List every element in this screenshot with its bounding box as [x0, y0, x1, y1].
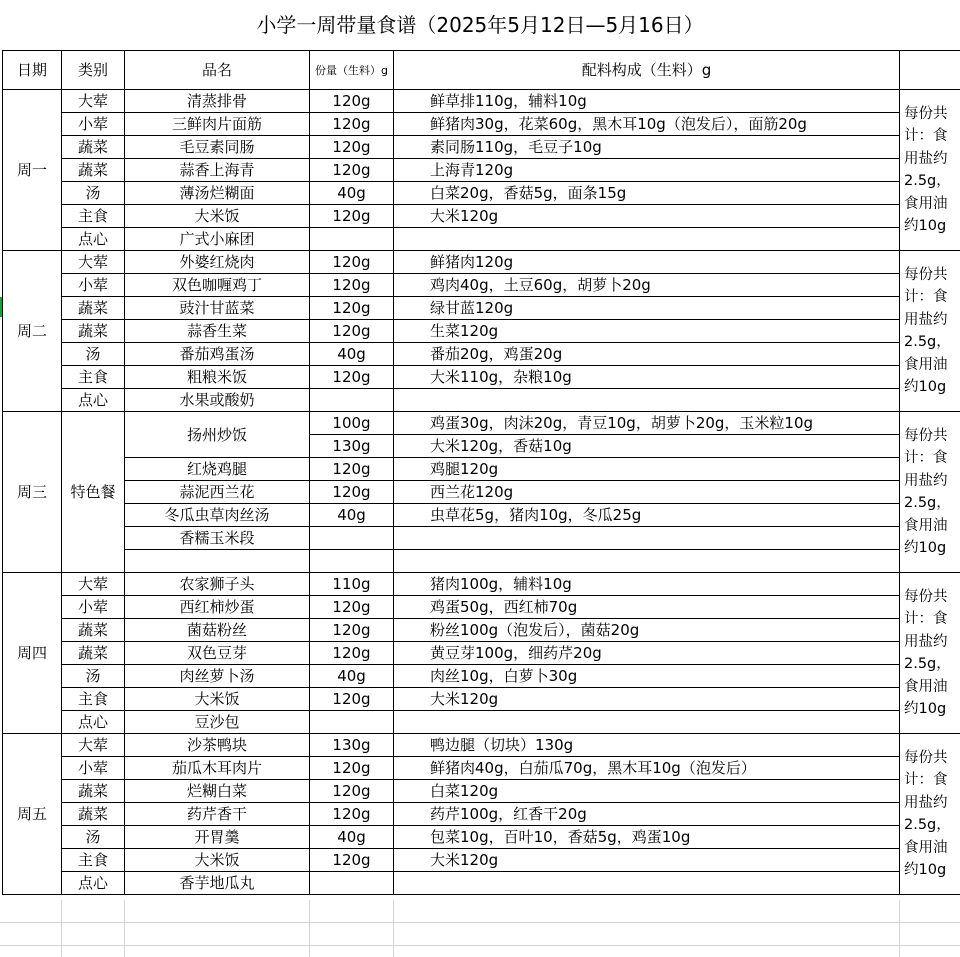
dish-cell: 扬州炒饭: [125, 412, 310, 458]
table-row: [3, 872, 960, 895]
dish-cell: 清蒸排骨: [125, 90, 310, 113]
ingredients-cell: 鸡蛋30g，肉沫20g，青豆10g，胡萝卜20g，玉米粒10g: [394, 412, 900, 435]
category-cell: 汤: [62, 182, 125, 205]
header-dish: 品名: [125, 51, 310, 90]
category-cell: 主食: [62, 849, 125, 872]
ingredients-cell: 鲜猪肉40g，白茄瓜70g，黑木耳10g（泡发后）: [394, 757, 900, 780]
ingredients-cell: 鲜猪肉30g，花菜60g，黑木耳10g（泡发后），面筋20g: [394, 113, 900, 136]
dish-cell: 豉汁甘蓝菜: [125, 297, 310, 320]
dish-cell: 薄汤烂糊面: [125, 182, 310, 205]
serving-cell: 100g: [310, 412, 394, 435]
table-row: [3, 274, 960, 297]
note-cell: 每份共计：食用盐约2.5g，食用油约10g: [900, 90, 960, 251]
table-row: [3, 136, 960, 159]
dish-cell: 大米饭: [125, 205, 310, 228]
header-day: 日期: [3, 51, 62, 90]
serving-cell: [310, 711, 394, 734]
table-row: [3, 780, 960, 803]
serving-cell: 120g: [310, 251, 394, 274]
category-cell: 点心: [62, 228, 125, 251]
dish-cell: 外婆红烧肉: [125, 251, 310, 274]
table-row: [3, 688, 960, 711]
ingredients-cell: 包菜10g，百叶10，香菇5g，鸡蛋10g: [394, 826, 900, 849]
category-cell: 小荤: [62, 274, 125, 297]
ingredients-cell: 大米120g: [394, 688, 900, 711]
ingredients-cell: [394, 389, 900, 412]
ingredients-cell: 鸭边腿（切块）130g: [394, 734, 900, 757]
category-cell: 点心: [62, 389, 125, 412]
note-cell: 每份共计：食用盐约2.5g，食用油约10g: [900, 573, 960, 734]
dish-cell: 蒜香上海青: [125, 159, 310, 182]
serving-cell: 120g: [310, 274, 394, 297]
ingredients-cell: 上海青120g: [394, 159, 900, 182]
ingredients-cell: 药芹100g，红香干20g: [394, 803, 900, 826]
day-cell: 周四: [3, 573, 62, 734]
category-cell: 主食: [62, 366, 125, 389]
table-row: [3, 481, 960, 504]
category-cell: 大荤: [62, 251, 125, 274]
category-cell: 大荤: [62, 90, 125, 113]
category-cell: 点心: [62, 711, 125, 734]
table-row: [3, 366, 960, 389]
serving-cell: [310, 228, 394, 251]
table-row: [3, 113, 960, 136]
category-cell: 蔬菜: [62, 642, 125, 665]
serving-cell: 120g: [310, 642, 394, 665]
serving-cell: 120g: [310, 90, 394, 113]
note-cell: 每份共计：食用盐约2.5g，食用油约10g: [900, 734, 960, 895]
serving-cell: 120g: [310, 297, 394, 320]
serving-cell: 120g: [310, 481, 394, 504]
ingredients-cell: 鸡肉40g，土豆60g，胡萝卜20g: [394, 274, 900, 297]
dish-cell: 豆沙包: [125, 711, 310, 734]
ingredients-cell: 素同肠110g，毛豆子10g: [394, 136, 900, 159]
category-cell: 蔬菜: [62, 159, 125, 182]
ingredients-cell-blank: [394, 550, 900, 573]
ingredients-cell: 大米120g，香菇10g: [394, 435, 900, 458]
dish-cell: 药芹香干: [125, 803, 310, 826]
dish-cell: 沙茶鸭块: [125, 734, 310, 757]
day-cell: 周三: [3, 412, 62, 573]
table-row: [3, 826, 960, 849]
header-serving: 份量（生料）g: [310, 51, 394, 90]
dish-cell: 番茄鸡蛋汤: [125, 343, 310, 366]
dish-cell: 蒜泥西兰花: [125, 481, 310, 504]
day-cell: 周五: [3, 734, 62, 895]
table-row: [3, 297, 960, 320]
dish-cell: 西红柿炒蛋: [125, 596, 310, 619]
table-row: [3, 734, 960, 757]
ingredients-cell: 鸡腿120g: [394, 458, 900, 481]
day-cell: 周一: [3, 90, 62, 251]
serving-cell: 110g: [310, 573, 394, 596]
category-cell: 大荤: [62, 573, 125, 596]
category-cell: 小荤: [62, 113, 125, 136]
serving-cell: 120g: [310, 205, 394, 228]
ingredients-cell: 猪肉100g，辅料10g: [394, 573, 900, 596]
dish-cell: 菌菇粉丝: [125, 619, 310, 642]
serving-cell: 130g: [310, 734, 394, 757]
ingredients-cell: 绿甘蓝120g: [394, 297, 900, 320]
ingredients-cell: [394, 872, 900, 895]
serving-cell: 130g: [310, 435, 394, 458]
serving-cell: 120g: [310, 366, 394, 389]
ingredients-cell: 白菜20g，香菇5g，面条15g: [394, 182, 900, 205]
table-row: [3, 642, 960, 665]
dish-cell: 开胃羹: [125, 826, 310, 849]
table-row: [3, 573, 960, 596]
table-row: [3, 665, 960, 688]
page-title: 小学一周带量食谱（2025年5月12日—5月16日）: [256, 13, 704, 37]
table-row: [3, 711, 960, 734]
ingredients-cell: [394, 711, 900, 734]
table-row: [3, 320, 960, 343]
table-row: [3, 504, 960, 527]
serving-cell: 120g: [310, 159, 394, 182]
serving-cell: 120g: [310, 803, 394, 826]
ingredients-cell: 鲜猪肉120g: [394, 251, 900, 274]
dish-cell: 农家狮子头: [125, 573, 310, 596]
serving-cell: 120g: [310, 136, 394, 159]
serving-cell: [310, 527, 394, 550]
dish-cell: 双色咖喱鸡丁: [125, 274, 310, 297]
table-row: [3, 849, 960, 872]
serving-cell: 40g: [310, 504, 394, 527]
ingredients-cell: 粉丝100g（泡发后），菌菇20g: [394, 619, 900, 642]
category-cell: 点心: [62, 872, 125, 895]
table-row: [3, 389, 960, 412]
ingredients-cell: 白菜120g: [394, 780, 900, 803]
dish-cell: 粗粮米饭: [125, 366, 310, 389]
ingredients-cell: 大米120g: [394, 205, 900, 228]
table-row: [3, 251, 960, 274]
note-cell: 每份共计：食用盐约2.5g，食用油约10g: [900, 412, 960, 573]
table-row: [3, 757, 960, 780]
ingredients-cell: 西兰花120g: [394, 481, 900, 504]
serving-cell: 120g: [310, 849, 394, 872]
table-row: [3, 458, 960, 481]
dish-cell: 茄瓜木耳肉片: [125, 757, 310, 780]
ingredients-cell: 鸡蛋50g，西红柿70g: [394, 596, 900, 619]
table-row: [3, 90, 960, 113]
header-category: 类别: [62, 51, 125, 90]
note-cell: 每份共计：食用盐约2.5g，食用油约10g: [900, 251, 960, 412]
dish-cell: 毛豆素同肠: [125, 136, 310, 159]
serving-cell: 40g: [310, 665, 394, 688]
ingredients-cell: 番茄20g，鸡蛋20g: [394, 343, 900, 366]
serving-cell: 120g: [310, 688, 394, 711]
dish-cell: 红烧鸡腿: [125, 458, 310, 481]
category-cell: 蔬菜: [62, 136, 125, 159]
dish-cell: 蒜香生菜: [125, 320, 310, 343]
table-row: [3, 159, 960, 182]
serving-cell: [310, 389, 394, 412]
selection-edge-marker: [0, 297, 2, 317]
table-row: [3, 412, 960, 435]
category-cell: 大荤: [62, 734, 125, 757]
dish-cell: 大米饭: [125, 849, 310, 872]
serving-cell: 120g: [310, 757, 394, 780]
dish-cell: 冬瓜虫草肉丝汤: [125, 504, 310, 527]
table-row: [3, 527, 960, 550]
table-row: [3, 596, 960, 619]
category-cell: 蔬菜: [62, 619, 125, 642]
dish-cell-blank: [125, 550, 310, 573]
spreadsheet-empty-grid: [0, 900, 960, 957]
category-cell: 蔬菜: [62, 320, 125, 343]
header-note-blank: [900, 51, 960, 90]
serving-cell: 40g: [310, 182, 394, 205]
category-cell: 蔬菜: [62, 780, 125, 803]
category-cell: 蔬菜: [62, 297, 125, 320]
ingredients-cell: 虫草花5g，猪肉10g，冬瓜25g: [394, 504, 900, 527]
dish-cell: 烂糊白菜: [125, 780, 310, 803]
dish-cell: 香芋地瓜丸: [125, 872, 310, 895]
category-cell: 小荤: [62, 596, 125, 619]
serving-cell: 40g: [310, 343, 394, 366]
category-cell: 特色餐: [62, 412, 125, 573]
category-cell: 汤: [62, 826, 125, 849]
category-cell: 汤: [62, 665, 125, 688]
serving-cell: 120g: [310, 619, 394, 642]
table-row-blank: [3, 550, 960, 573]
table-row: [3, 205, 960, 228]
ingredients-cell: [394, 228, 900, 251]
table-row: [3, 803, 960, 826]
table-row: [3, 182, 960, 205]
serving-cell: [310, 872, 394, 895]
category-cell: 主食: [62, 688, 125, 711]
ingredients-cell: 大米110g，杂粮10g: [394, 366, 900, 389]
category-cell: 汤: [62, 343, 125, 366]
dish-cell: 香糯玉米段: [125, 527, 310, 550]
dish-cell: 三鲜肉片面筋: [125, 113, 310, 136]
category-cell: 蔬菜: [62, 803, 125, 826]
ingredients-cell: 肉丝10g，白萝卜30g: [394, 665, 900, 688]
table-row: [3, 619, 960, 642]
ingredients-cell: 大米120g: [394, 849, 900, 872]
menu-table: [2, 50, 960, 895]
category-cell: 小荤: [62, 757, 125, 780]
header-row: [3, 51, 960, 90]
ingredients-cell: 生菜120g: [394, 320, 900, 343]
serving-cell: 40g: [310, 826, 394, 849]
dish-cell: 广式小麻团: [125, 228, 310, 251]
category-cell: 主食: [62, 205, 125, 228]
serving-cell: 120g: [310, 780, 394, 803]
dish-cell: 双色豆芽: [125, 642, 310, 665]
ingredients-cell: 黄豆芽100g，细药芹20g: [394, 642, 900, 665]
header-ingredients: 配料构成（生料）g: [394, 51, 900, 90]
dish-cell: 大米饭: [125, 688, 310, 711]
serving-cell: 120g: [310, 458, 394, 481]
serving-cell: 120g: [310, 113, 394, 136]
table-row: [3, 343, 960, 366]
serving-cell: 120g: [310, 320, 394, 343]
ingredients-cell: [394, 527, 900, 550]
serving-cell: 120g: [310, 596, 394, 619]
day-cell: 周二: [3, 251, 62, 412]
ingredients-cell: 鲜草排110g，辅料10g: [394, 90, 900, 113]
table-row: [3, 228, 960, 251]
serving-cell-blank: [310, 550, 394, 573]
dish-cell: 肉丝萝卜汤: [125, 665, 310, 688]
dish-cell: 水果或酸奶: [125, 389, 310, 412]
